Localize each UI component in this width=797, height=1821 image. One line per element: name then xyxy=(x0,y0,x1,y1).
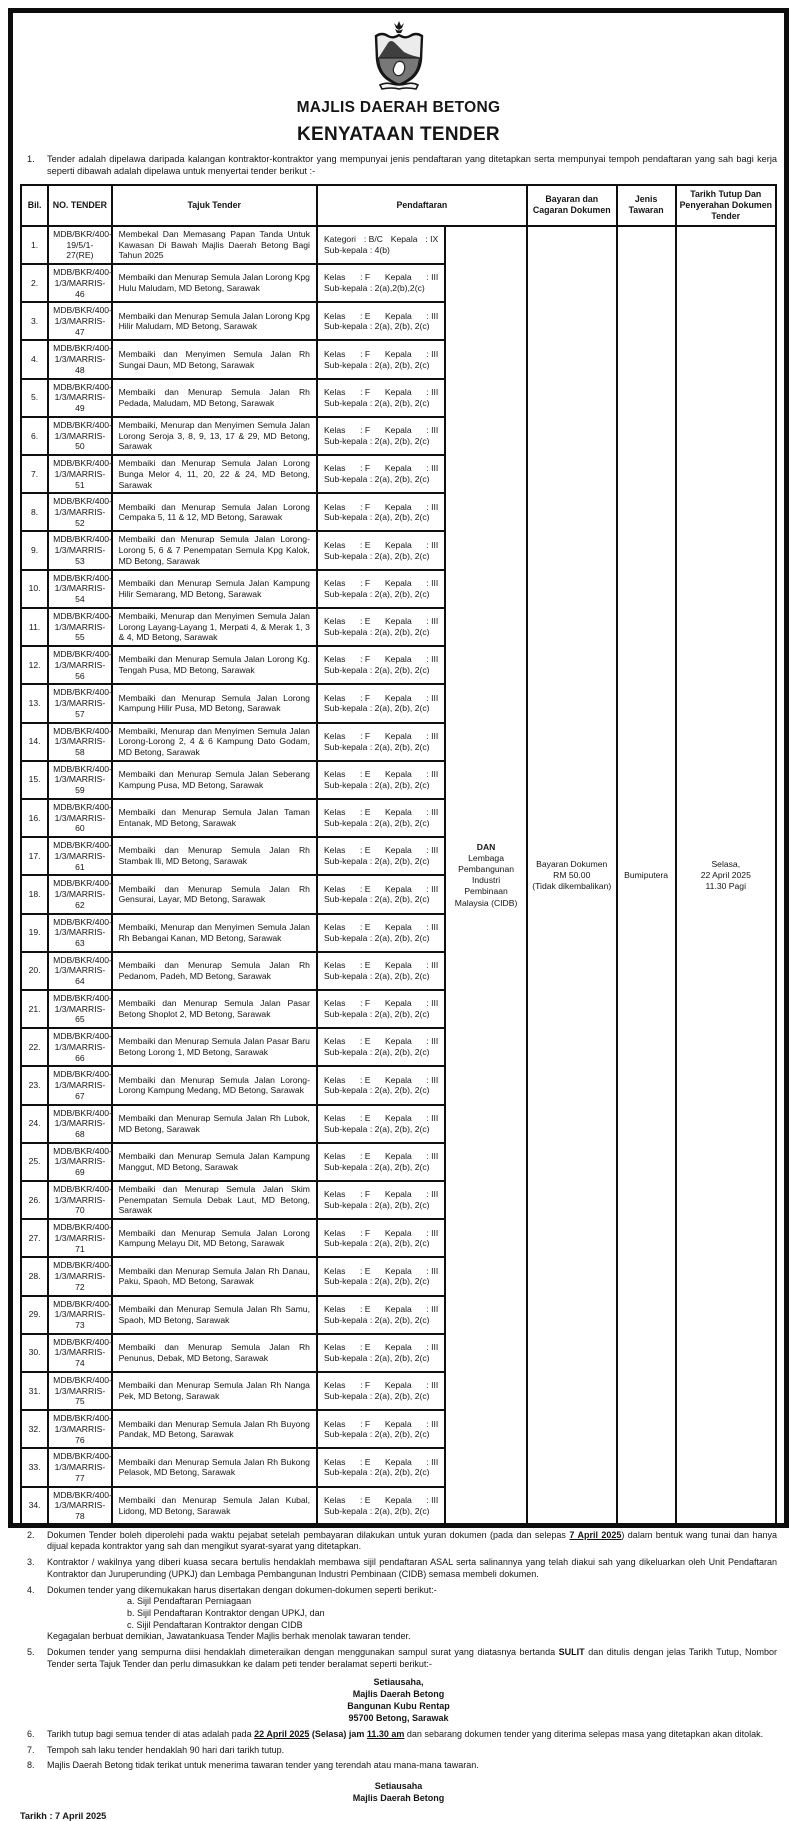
cell-bil: 27. xyxy=(21,1219,48,1257)
note-text: Majlis Daerah Betong tidak terikat untuk menerima tawaran tender yang terendah atau mana-mana tawaran. xyxy=(47,1760,479,1771)
cell-no-tender: MDB/BKR/400- 1/3/MARRIS-63 xyxy=(48,914,111,952)
cell-pendaftaran: Kelas : E Kepala : III Sub-kepala : 2(a), 2(b), 2(c) xyxy=(317,761,445,799)
cell-tajuk-tender: Membaiki dan Menurap Semula Jalan Lorong Kampung Melayu Dit, MD Betong, Sarawak xyxy=(112,1219,317,1257)
cell-pendaftaran: Kelas : F Kepala : III Sub-kepala : 2(a), 2(b), 2(c) xyxy=(317,684,445,722)
cell-tajuk-tender: Membaiki dan Menurap Semula Jalan Kubal, Lidong, MD Betong, Sarawak xyxy=(112,1487,317,1525)
note-number: 2. xyxy=(27,1529,35,1540)
cell-no-tender: MDB/BKR/400- 1/3/MARRIS-74 xyxy=(48,1334,111,1372)
cell-tajuk-tender: Membaiki dan Menurap Semula Jalan Rh Stambak Ili, MD Betong, Sarawak xyxy=(112,837,317,875)
note-text: Kontraktor / wakilnya yang diberi kuasa secara bertulis hendaklah membawa sijil pendaftaran ASAL serta salinannya yang telah diakui sah yang dikeluarkan oleh Unit Pendaftaran Kontraktor dan Juruperunding (UPKJ) dan Lembaga Pembangunan Industri Pembinaan (CIDB) semasa membeli dokumen. xyxy=(47,1557,777,1579)
cell-pendaftaran: Kelas : E Kepala : III Sub-kepala : 2(a), 2(b), 2(c) xyxy=(317,837,445,875)
cell-pendaftaran: Kelas : F Kepala : III Sub-kepala : 2(a), 2(b), 2(c) xyxy=(317,1410,445,1448)
cell-bil: 22. xyxy=(21,1028,48,1066)
cell-no-tender: MDB/BKR/400- 1/3/MARRIS-78 xyxy=(48,1487,111,1525)
document-date: Tarikh : 7 April 2025 xyxy=(20,1811,107,1821)
cell-no-tender: MDB/BKR/400- 1/3/MARRIS-76 xyxy=(48,1410,111,1448)
cell-tajuk-tender: Membaiki dan Menurap Semula Jalan Rh Lubok, MD Betong, Sarawak xyxy=(112,1105,317,1143)
cell-no-tender: MDB/BKR/400- 1/3/MARRIS-53 xyxy=(48,531,111,569)
note-subitem: c. Sijil Pendaftaran Kontraktor dengan CIDB xyxy=(127,1619,303,1630)
cell-bil: 18. xyxy=(21,875,48,913)
cell-no-tender: MDB/BKR/400- 1/3/MARRIS-70 xyxy=(48,1181,111,1219)
cell-no-tender: MDB/BKR/400- 1/3/MARRIS-60 xyxy=(48,799,111,837)
note-subitem: a. Sijil Pendaftaran Perniagaan xyxy=(127,1596,252,1607)
cell-tajuk-tender: Membaiki dan Menurap Semula Jalan Rh Buyong Pandak, MD Betong, Sarawak xyxy=(112,1410,317,1448)
cell-pendaftaran: Kelas : E Kepala : III Sub-kepala : 2(a), 2(b), 2(c) xyxy=(317,1028,445,1066)
note-text: Dokumen tender yang dikemukakan harus disertakan dengan dokumen-dokumen seperti berikut:- xyxy=(47,1584,437,1595)
cell-no-tender: MDB/BKR/400- 1/3/MARRIS-77 xyxy=(48,1448,111,1486)
note-text: Dokumen Tender boleh diperolehi pada waktu pejabat setelah pembayaran dilakukan untuk yuran dokumen (pada dan selepas 7 April 2025) dalam bentuk wang tunai dan hanya dijual kepada kontraktor yang sah dan mengikut syarat-syarat yang ditetapkan. xyxy=(47,1529,777,1552)
address-line: Setiausaha, xyxy=(373,1677,424,1688)
note-number: 8. xyxy=(27,1760,35,1771)
cell-bil: 9. xyxy=(21,531,48,569)
cell-pendaftaran: Kelas : F Kepala : III Sub-kepala : 2(a), 2(b), 2(c) xyxy=(317,1219,445,1257)
cell-pendaftaran: Kelas : E Kepala : III Sub-kepala : 2(a), 2(b), 2(c) xyxy=(317,302,445,340)
cell-pendaftaran: Kelas : E Kepala : III Sub-kepala : 2(a), 2(b), 2(c) xyxy=(317,1296,445,1334)
cell-pendaftaran: Kelas : E Kepala : III Sub-kepala : 2(a), 2(b), 2(c) xyxy=(317,608,445,646)
cell-tajuk-tender: Membaiki, Menurap dan Menyimen Semula Jalan Lorong-Lorong 2, 4 & 6 Kampung Dato Godam, MD Betong, Sarawak xyxy=(112,723,317,761)
cell-no-tender: MDB/BKR/400- 1/3/MARRIS-57 xyxy=(48,684,111,722)
cell-pendaftaran: Kelas : E Kepala : III Sub-kepala : 2(a), 2(b), 2(c) xyxy=(317,1066,445,1104)
crest-logo xyxy=(20,19,777,96)
cell-bil: 15. xyxy=(21,761,48,799)
cell-no-tender: MDB/BKR/400- 1/3/MARRIS-71 xyxy=(48,1219,111,1257)
cell-pendaftaran: Kelas : F Kepala : III Sub-kepala : 2(a), 2(b), 2(c) xyxy=(317,570,445,608)
cell-bil: 23. xyxy=(21,1066,48,1104)
cell-no-tender: MDB/BKR/400- 1/3/MARRIS-66 xyxy=(48,1028,111,1066)
cell-tajuk-tender: Membaiki dan Menurap Semula Jalan Lorong Kpg Hilir Maludam, MD Betong, Sarawak xyxy=(112,302,317,340)
cell-tajuk-tender: Membaiki, Menurap dan Menyimen Semula Jalan Lorong Layang-Layang 1, Merpati 4, & Merak 1, 3 & 4, MD Betong, Sarawak xyxy=(112,608,317,646)
note-number: 7. xyxy=(27,1744,35,1755)
note-item xyxy=(20,1760,777,1772)
cell-pendaftaran: Kelas : F Kepala : III Sub-kepala : 2(a), 2(b), 2(c) xyxy=(317,340,445,378)
cell-bil: 33. xyxy=(21,1448,48,1486)
cell-pendaftaran: Kelas : E Kepala : III Sub-kepala : 2(a), 2(b), 2(c) xyxy=(317,952,445,990)
note-number: 5. xyxy=(27,1646,35,1657)
intro-text: Tender adalah dipelawa daripada kalangan kontraktor-kontraktor yang mempunyai jenis pendaftaran yang ditetapkan serta mempunyai tempoh pendaftaran yang sah bagi kerja seperti dibawah adalah dipelawa untuk menyertai tender berikut :- xyxy=(47,154,777,176)
cell-tajuk-tender: Membaiki dan Menurap Semula Jalan Lorong-Lorong 5, 6 & 7 Penempatan Semula Kpg Kalok, MD Betong, Sarawak xyxy=(112,531,317,569)
col-header-bil: Bil. xyxy=(21,185,48,226)
cell-tajuk-tender: Membaiki dan Menurap Semula Jalan Rh Danau, Paku, Spaoh, MD Betong, Sarawak xyxy=(112,1257,317,1295)
document-frame xyxy=(8,8,789,1821)
cell-pendaftaran: Kelas : E Kepala : III Sub-kepala : 2(a), 2(b), 2(c) xyxy=(317,799,445,837)
cell-no-tender: MDB/BKR/400- 1/3/MARRIS-52 xyxy=(48,493,111,531)
cell-bil: 6. xyxy=(21,417,48,455)
cell-pendaftaran: Kelas : F Kepala : III Sub-kepala : 2(a), 2(b), 2(c) xyxy=(317,493,445,531)
note-item xyxy=(20,1557,777,1580)
note-number: 4. xyxy=(27,1584,35,1595)
cell-pendaftaran: Kelas : E Kepala : III Sub-kepala : 2(a), 2(b), 2(c) xyxy=(317,1334,445,1372)
cell-tajuk-tender: Membaiki dan Menurap Semula Jalan Kampung Manggut, MD Betong, Sarawak xyxy=(112,1143,317,1181)
cell-pendaftaran: Kelas : E Kepala : III Sub-kepala : 2(a), 2(b), 2(c) xyxy=(317,914,445,952)
cell-tajuk-tender: Membaiki dan Menurap Semula Jalan Rh Pedanom, Padeh, MD Betong, Sarawak xyxy=(112,952,317,990)
cell-bil: 24. xyxy=(21,1105,48,1143)
address-line: 95700 Betong, Sarawak xyxy=(348,1712,449,1723)
cell-tajuk-tender: Membaiki dan Menurap Semula Jalan Lorong Kg. Tengah Pusa, MD Betong, Sarawak xyxy=(112,646,317,684)
cell-tajuk-tender: Membaiki dan Menurap Semula Jalan Taman Entanak, MD Betong, Sarawak xyxy=(112,799,317,837)
note-number: 3. xyxy=(27,1557,35,1568)
signoff-line: Majlis Daerah Betong xyxy=(352,1793,445,1804)
cell-no-tender: MDB/BKR/400- 1/3/MARRIS-68 xyxy=(48,1105,111,1143)
note-number: 6. xyxy=(27,1728,35,1739)
cell-no-tender: MDB/BKR/400- 1/3/MARRIS-61 xyxy=(48,837,111,875)
cell-bil: 13. xyxy=(21,684,48,722)
cell-bil: 11. xyxy=(21,608,48,646)
cell-bil: 16. xyxy=(21,799,48,837)
note-text: Tempoh sah laku tender hendaklah 90 hari dari tarikh tutup. xyxy=(47,1744,285,1755)
cell-bil: 26. xyxy=(21,1181,48,1219)
cell-bil: 7. xyxy=(21,455,48,493)
cell-pendaftaran: Kelas : E Kepala : III Sub-kepala : 2(a), 2(b), 2(c) xyxy=(317,875,445,913)
notes-section-lower xyxy=(20,1729,777,1772)
cell-tajuk-tender: Membaiki dan Menurap Semula Jalan Lorong Bunga Melor 4, 11, 20, 22 & 24, MD Betong, Sarawak xyxy=(112,455,317,493)
cell-pendaftaran: Kelas : E Kepala : III Sub-kepala : 2(a), 2(b), 2(c) xyxy=(317,1448,445,1486)
cell-bil: 19. xyxy=(21,914,48,952)
cell-bil: 8. xyxy=(21,493,48,531)
note-item xyxy=(20,1530,777,1553)
col-header-bayaran: Bayaran dan Cagaran Dokumen xyxy=(527,185,617,226)
page-title: KENYATAAN TENDER xyxy=(297,124,500,145)
cell-tajuk-tender: Membaiki dan Menurap Semula Jalan Lorong Cempaka 5, 11 & 12, MD Betong, Sarawak xyxy=(112,493,317,531)
cell-bil: 29. xyxy=(21,1296,48,1334)
address-line: Bangunan Kubu Rentap xyxy=(347,1701,450,1712)
cell-tajuk-tender: Membaiki dan Menurap Semula Jalan Pasar Betong Shoplot 2, MD Betong, Sarawak xyxy=(112,990,317,1028)
cell-tajuk-tender: Membekal Dan Memasang Papan Tanda Untuk Kawasan Di Bawah Majlis Daerah Betong Bagi Tahun 2025 xyxy=(112,226,317,264)
cell-bil: 17. xyxy=(21,837,48,875)
note-text: Dokumen tender yang sempurna diisi hendaklah dimeteraikan dengan menggunakan sampul surat yang diatasnya bertanda SULIT dan ditulis dengan jelas Tarikh Tutup, Nombor Tender serta Tajuk Tender dan perlu dimasukkan ke dalam peti tender beralamat seperti berikut:- xyxy=(47,1646,777,1669)
cell-tajuk-tender: Membaiki, Menurap dan Menyimen Semula Jalan Lorong Seroja 3, 8, 9, 13, 17 & 29, MD Betong, Sarawak xyxy=(112,417,317,455)
cell-no-tender: MDB/BKR/400- 1/3/MARRIS-72 xyxy=(48,1257,111,1295)
cell-tajuk-tender: Membaiki dan Menurap Semula Jalan Seberang Kampung Pusa, MD Betong, Sarawak xyxy=(112,761,317,799)
cell-no-tender: MDB/BKR/400- 1/3/MARRIS-75 xyxy=(48,1372,111,1410)
signoff-line: Setiausaha xyxy=(374,1780,423,1791)
cell-bil: 1. xyxy=(21,226,48,264)
table-header-row xyxy=(21,185,776,226)
col-header-pendaftaran: Pendaftaran xyxy=(317,185,527,226)
cell-bil: 12. xyxy=(21,646,48,684)
cell-bil: 4. xyxy=(21,340,48,378)
intro-paragraph xyxy=(20,154,777,178)
col-header-jenis-tawaran: Jenis Tawaran xyxy=(617,185,676,226)
cell-no-tender: MDB/BKR/400- 1/3/MARRIS-46 xyxy=(48,264,111,302)
document-fee-cell: Bayaran Dokumen RM 50.00 (Tidak dikembalikan) xyxy=(527,226,617,1525)
cell-no-tender: MDB/BKR/400- 1/3/MARRIS-51 xyxy=(48,455,111,493)
cell-pendaftaran: Kelas : E Kepala : III Sub-kepala : 2(a), 2(b), 2(c) xyxy=(317,1257,445,1295)
cell-bil: 20. xyxy=(21,952,48,990)
cell-pendaftaran: Kelas : E Kepala : III Sub-kepala : 2(a), 2(b), 2(c) xyxy=(317,1487,445,1525)
tender-box-address xyxy=(20,1677,777,1725)
cell-no-tender: MDB/BKR/400- 1/3/MARRIS-62 xyxy=(48,875,111,913)
cell-bil: 34. xyxy=(21,1487,48,1525)
organization-name: MAJLIS DAERAH BETONG xyxy=(296,99,501,116)
closing-date-cell: Selasa, 22 April 2025 11.30 Pagi xyxy=(676,226,776,1525)
cell-no-tender: MDB/BKR/400- 1/3/MARRIS-49 xyxy=(48,379,111,417)
cell-tajuk-tender: Membaiki dan Menurap Semula Jalan Lorong-Lorong Kampung Medang, MD Betong, Sarawak xyxy=(112,1066,317,1104)
cell-tajuk-tender: Membaiki dan Menurap Semula Jalan Lorong Kampung Hilir Pusa, MD Betong, Sarawak xyxy=(112,684,317,722)
cell-bil: 10. xyxy=(21,570,48,608)
cell-pendaftaran: Kelas : F Kepala : III Sub-kepala : 2(a), 2(b), 2(c) xyxy=(317,379,445,417)
address-line: Majlis Daerah Betong xyxy=(352,1689,445,1700)
cell-tajuk-tender: Membaiki dan Menurap Semula Jalan Skim Penempatan Semula Debak Laut, MD Betong, Sarawak xyxy=(112,1181,317,1219)
cell-tajuk-tender: Membaiki dan Menurap Semula Jalan Rh Samu, Spaoh, MD Betong, Sarawak xyxy=(112,1296,317,1334)
cell-bil: 14. xyxy=(21,723,48,761)
cell-pendaftaran: Kelas : F Kepala : III Sub-kepala : 2(a), 2(b), 2(c) xyxy=(317,723,445,761)
cell-pendaftaran: Kelas : F Kepala : III Sub-kepala : 2(a),2(b),2(c) xyxy=(317,264,445,302)
cell-tajuk-tender: Membaiki dan Menurap Semula Jalan Kampung Hilir Semarang, MD Betong, Sarawak xyxy=(112,570,317,608)
cell-bil: 32. xyxy=(21,1410,48,1448)
cell-tajuk-tender: Membaiki dan Menurap Semula Jalan Rh Pedada, Maludam, MD Betong, Sarawak xyxy=(112,379,317,417)
cell-no-tender: MDB/BKR/400- 1/3/MARRIS-73 xyxy=(48,1296,111,1334)
cell-tajuk-tender: Membaiki, Menurap dan Menyimen Semula Jalan Rh Bebangai Kanan, MD Betong, Sarawak xyxy=(112,914,317,952)
cell-pendaftaran: Kelas : F Kepala : III Sub-kepala : 2(a), 2(b), 2(c) xyxy=(317,1181,445,1219)
cell-no-tender: MDB/BKR/400- 1/3/MARRIS-59 xyxy=(48,761,111,799)
cell-pendaftaran: Kategori : B/C Kepala : IX Sub-kepala : 4(b) xyxy=(317,226,445,264)
intro-number: 1. xyxy=(27,154,35,164)
cell-no-tender: MDB/BKR/400- 1/3/MARRIS-65 xyxy=(48,990,111,1028)
note-item xyxy=(20,1647,777,1670)
council-crest-icon xyxy=(364,19,434,91)
cell-pendaftaran: Kelas : F Kepala : III Sub-kepala : 2(a), 2(b), 2(c) xyxy=(317,417,445,455)
cell-bil: 30. xyxy=(21,1334,48,1372)
cell-pendaftaran: Kelas : E Kepala : III Sub-kepala : 2(a), 2(b), 2(c) xyxy=(317,531,445,569)
table-row xyxy=(21,226,776,264)
col-header-tarikh-tutup: Tarikh Tutup Dan Penyerahan Dokumen Tender xyxy=(676,185,776,226)
note-text: Tarikh tutup bagi semua tender di atas adalah pada 22 April 2025 (Selasa) jam 11.30 am dan sebarang dokumen tender yang diterima selepas masa yang ditetapkan akan ditolak. xyxy=(47,1728,764,1739)
cell-bil: 31. xyxy=(21,1372,48,1410)
cell-pendaftaran: Kelas : E Kepala : III Sub-kepala : 2(a), 2(b), 2(c) xyxy=(317,1143,445,1181)
cidb-registration-cell: DAN Lembaga Pembangunan Industri Pembinaan Malaysia (CIDB) xyxy=(445,226,527,1525)
note-trailing-text: Kegagalan berbuat demikian, Jawatankuasa Tender Majlis berhak menolak tawaran tender. xyxy=(47,1631,411,1642)
note-item xyxy=(20,1745,777,1757)
cell-tajuk-tender: Membaiki dan Menyimen Semula Jalan Rh Sungai Daun, MD Betong, Sarawak xyxy=(112,340,317,378)
cell-no-tender: MDB/BKR/400- 1/3/MARRIS-54 xyxy=(48,570,111,608)
cell-bil: 3. xyxy=(21,302,48,340)
col-header-tajuk-tender: Tajuk Tender xyxy=(112,185,317,226)
cell-bil: 25. xyxy=(21,1143,48,1181)
col-header-no-tender: NO. TENDER xyxy=(48,185,111,226)
cell-pendaftaran: Kelas : F Kepala : III Sub-kepala : 2(a), 2(b), 2(c) xyxy=(317,646,445,684)
cell-tajuk-tender: Membaiki dan Menurap Semula Jalan Rh Nanga Pek, MD Betong, Sarawak xyxy=(112,1372,317,1410)
cell-no-tender: MDB/BKR/400- 1/3/MARRIS-64 xyxy=(48,952,111,990)
cell-tajuk-tender: Membaiki dan Menurap Semula Jalan Rh Bukong Pelasok, MD Betong, Sarawak xyxy=(112,1448,317,1486)
cell-no-tender: MDB/BKR/400- 1/3/MARRIS-48 xyxy=(48,340,111,378)
cell-no-tender: MDB/BKR/400- 19/5/1-27(RE) xyxy=(48,226,111,264)
cell-bil: 28. xyxy=(21,1257,48,1295)
cell-pendaftaran: Kelas : F Kepala : III Sub-kepala : 2(a), 2(b), 2(c) xyxy=(317,455,445,493)
note-item xyxy=(20,1729,777,1741)
cell-no-tender: MDB/BKR/400- 1/3/MARRIS-58 xyxy=(48,723,111,761)
cell-pendaftaran: Kelas : F Kepala : III Sub-kepala : 2(a), 2(b), 2(c) xyxy=(317,990,445,1028)
cell-bil: 2. xyxy=(21,264,48,302)
cell-tajuk-tender: Membaiki dan Menurap Semula Jalan Lorong Kpg Hulu Maludam, MD Betong, Sarawak xyxy=(112,264,317,302)
note-subitem: b. Sijil Pendaftaran Kontraktor dengan UPKJ, dan xyxy=(127,1607,325,1618)
tender-type-cell: Bumiputera xyxy=(617,226,676,1525)
cell-tajuk-tender: Membaiki dan Menurap Semula Jalan Rh Gensurai, Layar, MD Betong, Sarawak xyxy=(112,875,317,913)
cell-bil: 5. xyxy=(21,379,48,417)
note-item xyxy=(20,1585,777,1643)
cell-pendaftaran: Kelas : F Kepala : III Sub-kepala : 2(a), 2(b), 2(c) xyxy=(317,1372,445,1410)
cell-no-tender: MDB/BKR/400- 1/3/MARRIS-69 xyxy=(48,1143,111,1181)
cell-no-tender: MDB/BKR/400- 1/3/MARRIS-55 xyxy=(48,608,111,646)
cell-bil: 21. xyxy=(21,990,48,1028)
cell-no-tender: MDB/BKR/400- 1/3/MARRIS-47 xyxy=(48,302,111,340)
notes-section-upper xyxy=(20,1530,777,1671)
cell-no-tender: MDB/BKR/400- 1/3/MARRIS-50 xyxy=(48,417,111,455)
cell-no-tender: MDB/BKR/400- 1/3/MARRIS-56 xyxy=(48,646,111,684)
tender-table xyxy=(20,184,777,1526)
signoff-block xyxy=(20,1780,777,1804)
cell-no-tender: MDB/BKR/400- 1/3/MARRIS-67 xyxy=(48,1066,111,1104)
cell-tajuk-tender: Membaiki dan Menurap Semula Jalan Rh Penunus, Debak, MD Betong, Sarawak xyxy=(112,1334,317,1372)
cell-pendaftaran: Kelas : E Kepala : III Sub-kepala : 2(a), 2(b), 2(c) xyxy=(317,1105,445,1143)
cell-tajuk-tender: Membaiki dan Menurap Semula Jalan Pasar Baru Betong Lorong 1, MD Betong, Sarawak xyxy=(112,1028,317,1066)
